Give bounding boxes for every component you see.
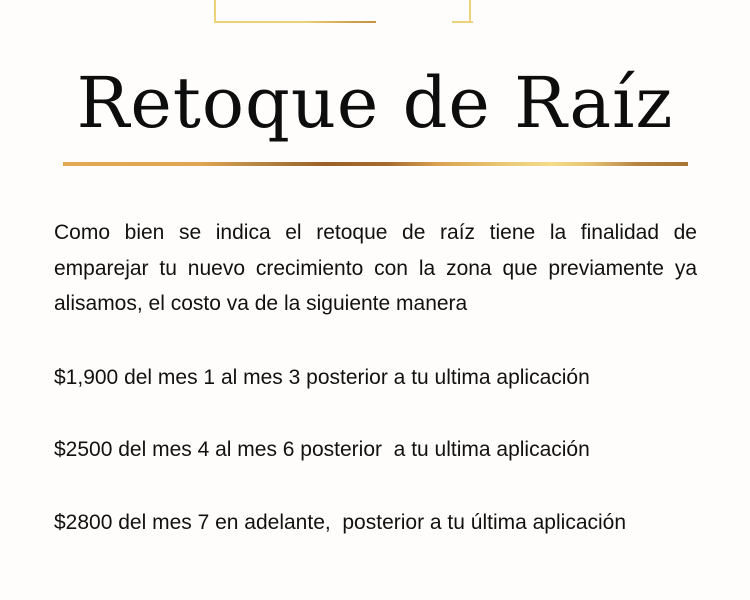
intro-paragraph: Como bien se indica el retoque de raíz tiene la finalidad de emparejar tu nuevo crecimiento con la zona que previamente ya alisamos, el costo va de la siguiente manera	[54, 221, 697, 315]
decorative-frame-bottom-right	[452, 21, 473, 23]
decorative-gold-frame	[214, 0, 471, 22]
page-title: Retoque de Raíz	[76, 62, 674, 144]
decorative-frame-bottom-left	[214, 21, 376, 23]
price-line-months-4-6: $2500 del mes 4 al mes 6 posterior a tu ultima aplicación	[54, 438, 590, 461]
price-line-months-1-3: $1,900 del mes 1 al mes 3 posterior a tu ultima aplicación	[54, 366, 590, 389]
price-line-month-7-onward: $2800 del mes 7 en adelante, posterior a tu última aplicación	[54, 511, 627, 534]
gold-divider	[63, 162, 688, 166]
